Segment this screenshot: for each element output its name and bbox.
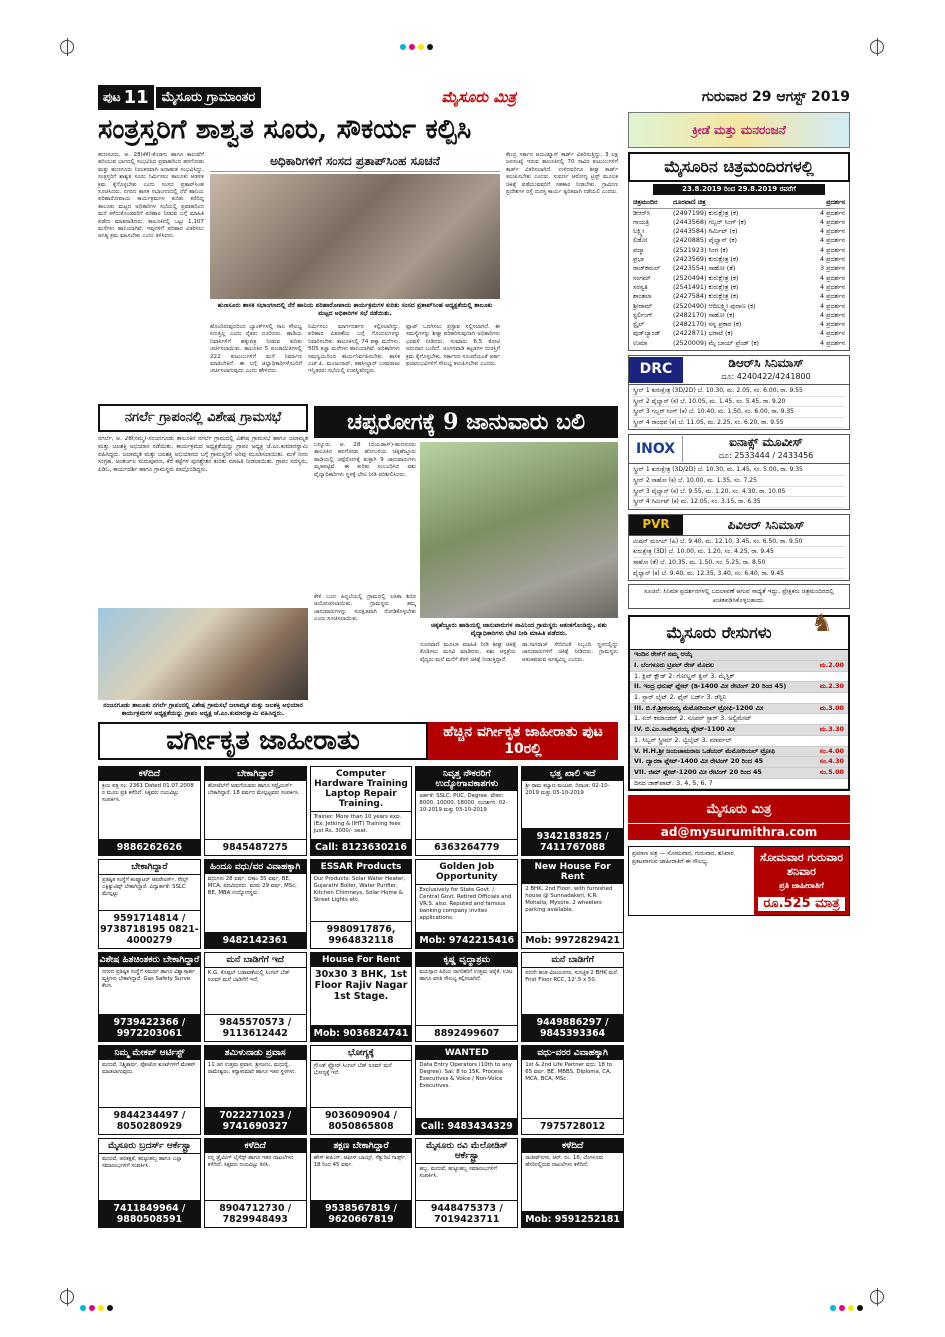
- classified-ad: [521, 859, 624, 949]
- classified-ad: [98, 1045, 201, 1135]
- story2-headline: ನಗರ್ಲೆ ಗ್ರಾಪಂನಲ್ಲಿ ವಿಶೇಷ ಗ್ರಾಮಸಭೆ: [98, 404, 308, 432]
- theatre-row: ಲಿಡೋ (2420885) ಪೈಲ್ವಾನ್ (ಕ) 4 ಪ್ರದರ್ಶನ: [633, 236, 845, 245]
- classified-ad: [415, 1138, 518, 1228]
- drc-showtime: ಸ್ಕ್ರೀನ್ 3 ಗಬ್ಬರ್ ಸಿಂಗ್ (ಕ) ಬೆ. 10.40, ಮ. 1.50, ಸಂ. 6.00, ರಾ. 9.35: [633, 407, 845, 418]
- pvr-cinemas: [628, 514, 850, 581]
- inox-logo: INOX: [629, 436, 683, 462]
- ad-body: ಪ್ರತಿಷ್ಠಿತ ಸಂಸ್ಥೆಗೆ ಕಂಪ್ಯೂಟರ್ ಆಪರೇಟರ್ಸ್, ಸೇಲ್ಸ್ ಎಕ್ಸಿಕ್ಯುಟಿವ್ಸ್ ಬೇಕಾಗಿದ್ದಾರೆ. ವಿದ್ಯಾರ್ಹತೆ: SSLC ಮೇಲ್ಪಟ್ಟು: [102, 877, 189, 897]
- race-jackpot: ದಿನದ ಜಾಕ್‌ಪಾಟ್: 3, 4, 5, 6, 7: [630, 779, 848, 790]
- ad-title: ಬೇಕಾಗಿದ್ದಾರೆ: [99, 860, 200, 875]
- inox-showtime: ಸ್ಕ್ರೀನ್ 2 ಸಾಹೋ (ಕ) ಬೆ. 10.00, ಮ. 1.35, ಸಂ. 7.25: [633, 476, 845, 487]
- classified-ad: [415, 859, 518, 949]
- ad-body: ಹೋಟೆಲ್‌ಗೆ ಅಡುಗೆಯವರು ಹಾಗೂ ಸಪ್ಲೈಯರ್ಸ್ ಬೇಕಾಗಿದ್ದಾರೆ. 18 ವರ್ಷದ ಮೇಲ್ಪಟ್ಟವರು ಸಂಪರ್ಕಿಸಿ.: [207, 783, 300, 796]
- masthead: ಮೈಸೂರು ಮಿತ್ರ: [441, 88, 517, 106]
- pvr-showtime: ಕುರುಕ್ಷೇತ್ರ (3D) ಬೆ. 10.00, ಮ. 1.20, ಸಂ. 4.25, ರಾ. 9.45: [633, 547, 845, 558]
- drc-name: ಡಿಆರ್‌ಸಿ ಸಿನಿಮಾಸ್: [728, 356, 804, 371]
- theatre-row: ಶ್ರೀರಾಮ್ (2520490) ಆದಿಲಕ್ಷ್ಮೀ ಪುರಾಣ (ಕ) 4 ಪ್ರದರ್ಶನ: [633, 301, 845, 310]
- ad-phone: 9739422366 / 9972203061: [99, 1014, 200, 1041]
- ad-body: Exclusively for State Govt. / Central Govt. Retired Officials and VR.S. also. Reputed and famous banking company invites applications.: [419, 887, 512, 921]
- classified-more: ಹೆಚ್ಚಿನ ವರ್ಗೀಕೃತ ಜಾಹೀರಾತು ಪುಟ 10ರಲ್ಲಿ: [428, 722, 618, 760]
- ad-body: ಅರ್ಹತೆ: SSLC, PUC, Degree. ವೇತನ: 8000, 10000, 18000. ಸಂದರ್ಶನ: 02-10-2019 ಮತ್ತು 03-10-2019: [419, 793, 508, 813]
- ad-phone: 9591714814 / 9738718195 0821-4000279: [99, 910, 200, 948]
- ad-title: New House For Rent: [522, 860, 623, 884]
- ad-phone: 9342183825 / 7411767088: [522, 828, 623, 855]
- classified-ad: [415, 1045, 518, 1135]
- story2-photo: [98, 608, 308, 700]
- classified-ad: [204, 859, 307, 949]
- horse-icon: ♞: [811, 609, 833, 638]
- ad-body: ವಯಸ್ಸಾದ ಹಿರಿಯ ನಾಗರಿಕರಿಗೆ ಉತ್ತಮ ಆರೈಕೆ, ಊಟ ಹಾಗೂ ವಸತಿ ಸೌಲಭ್ಯ ಕಲ್ಪಿಸಲಾಗಿದೆ.: [419, 969, 513, 982]
- lead-column-5: ಪ್ಲಾಟ್ ಒದಗಿಸಲು ಪ್ರಸ್ತಾವ ಸಲ್ಲಿಸಲಾಗಿದೆ. ಈ ಸಮಸ್ಯೆಗಳನ್ನು ಶೀಘ್ರ ಪರಿಹರಿಸುವುದಾಗಿ ಅಧಿಕಾರಿಗಳು ಭರವಸೆ ನೀಡಿದರು. ಸುಮಾರು 6.5 ಕೋಟಿ ಅನುದಾನ ಬಂದಿದೆ. ಅಂಗನವಾಡಿ ಕಟ್ಟಡಗಳ ದುರಸ್ತಿಗೆ ಕ್ರಮ ಕೈಗೊಳ್ಳಬೇಕು. ಸರ್ಕಾರದ ಸೂಚನೆಯಂತೆ ಅರ್ಹ ಫಲಾನುಭವಿಗಳಿಗೆ ಸೌಲಭ್ಯ ತಲುಪಿಸಬೇಕು ಎಂದರು.: [406, 324, 500, 368]
- race-row: II. ಇಂದ್ರ ಧನುಷ್ ಪ್ಲೇಟ್ (ಡಿ-1400 ಮೀ ರೇಟಿಂಗ್ 20 ರಿಂದ 45) ಮ.2.30: [630, 682, 848, 693]
- race-row: 1. ಕ್ಲಿಪ್ ಕ್ಲೌಡ್ 2. ಗೋಲ್ಡನ್ ಕ್ವಿನ್ 3. ಮೈಸ್ಟಿಕ್: [630, 672, 848, 683]
- lead-column-4: ನಿರ್ಮಿಸಲು ಮಾರ್ಗದರ್ಶನ ಕಲ್ಪಿಸಲಾಗಿದ್ದು, ಪರಿಹಾರ ವಿತರಣೆಯ ಬಗ್ಗೆ ಗೊಂದಲಗಳನ್ನು ನಿವಾರಿಸಬೇಕು. ತಾಲೂಕಿನಲ್ಲಿ 74 ಪಕ್ಕಾ ಮನೆಗಳು, 505 ಕಚ್ಚಾ ಮನೆಗಳು ಹಾನಿಯಾಗಿವೆ. ಅಧಿಕಾರಿಗಳು ಸಮನ್ವಯದಿಂದ ಕಾರ್ಯನಿರ್ವಹಿಸಬೇಕು. ಶಾಸಕ ಎಚ್.ಪಿ. ಮಂಜುನಾಥ್, ತಹಸೀಲ್ದಾರ್ ಬಸವರಾಜು ಇನ್ನಿತರರು ಸಭೆಯಲ್ಲಿ ಉಪಸ್ಥಿತರಿದ್ದರು.: [308, 324, 400, 375]
- drc-showtime: ಸ್ಕ್ರೀನ್ 4 ರಾಂಧವ (ಕ) ಬೆ. 11.05, ಮ. 2.25, ಸಂ. 6.20, ರಾ. 9.55: [633, 418, 845, 429]
- color-bar: [80, 1305, 113, 1311]
- classified-ad: [98, 952, 201, 1042]
- story2-body: ನಗರ್ಲೆ, ಆ. 28(ನಮ್ಮ)-ನಂಜನಗೂಡು ತಾಲೂಕಿನ ನಗರ್ಲೆ ಗ್ರಾಮದಲ್ಲಿ ವಿಶೇಷ ಗ್ರಾಮಸಭೆ ಹಾಗೂ ಜಲಾಮೃತ ಮತ್ತು ಜಲಶಕ್ತಿ ಅಭಿಯಾನ ನಡೆಯಿತು. ಕಾರ್ಯಕ್ರಮದ ಅಧ್ಯಕ್ಷತೆಯನ್ನು ಗ್ರಾಪಂ ಅಧ್ಯಕ್ಷ ಜೆ.ಎಂ.ಕುಮಾರಸ್ವಾಮಿ ವಹಿಸಿದ್ದರು. ಜಲಾಮೃತ ಮತ್ತು ಜಲಶಕ್ತಿ ಅಭಿಯಾನದ ಬಗ್ಗೆ ಗ್ರಾಮಸ್ಥರಿಗೆ ಅರಿವು ಮೂಡಿಸಲಾಯಿತು. ಮಳೆ ನೀರು ಸಂಗ್ರಹ, ಅಂತರ್ಜಲ ಮರುಪೂರಣ, ಕೆರೆ ಕಟ್ಟೆಗಳ ಪುನಶ್ಚೇತನ ಕುರಿತು ಮಾಹಿತಿ ನೀಡಲಾಯಿತು. ಗ್ರಾಪಂ ಸದಸ್ಯರು, ಪಿಡಿಓ, ಕಾರ್ಯದರ್ಶಿ ಹಾಗೂ ಗ್ರಾಮಸ್ಥರು ಪಾಲ್ಗೊಂಡಿದ್ದರು.: [98, 436, 308, 474]
- ad-title: ಮೈಸೂರು ರವಿ ಮೆಲೋಡಿಸ್ ಆರ್ಕೆಸ್ಟ್ರಾ: [416, 1139, 517, 1164]
- registration-mark: [60, 1290, 74, 1304]
- ad-body: K.G. ಕೊಪ್ಪಲ್ ಬಡಾವಣೆಯಲ್ಲಿ ಸಿಂಗಲ್ ಬೆಡ್ ರೂಮ್ ಮನೆ ಬಾಡಿಗೆಗೆ ಇದೆ.: [207, 970, 290, 983]
- race-rows: [630, 661, 848, 779]
- race-row: 1. ಸ್ಟಾರ್ ಲೈಟ್ 2. ಫೈರ್ ಬರ್ಡ್ 3. ಡೆಸ್ಟಿನಿ: [630, 693, 848, 704]
- registration-mark: [870, 40, 884, 54]
- classified-ad: [310, 766, 413, 856]
- theatre-row: ಗಾಯತ್ರಿ (2443568) ಗಬ್ಬರ್ ಸಿಂಗ್ (ಕ) 4 ಪ್ರದರ್ಶನ: [633, 217, 845, 226]
- classified-ad: [98, 859, 201, 949]
- story3-body-4: ಡಾ.ನಾಗರಾಜ್ ಸೇರಿದಂತೆ ಸಿಬ್ಬಂದಿ ಸ್ಥಳದಲ್ಲಿದ್ದು ಜಾನುವಾರುಗಳಿಗೆ ಚಿಕಿತ್ಸೆ ನೀಡಿದರು. ಗ್ರಾಮಸ್ಥರು ಆತಂಕಪಡುವ ಅಗತ್ಯವಿಲ್ಲ ಎಂದರು.: [522, 642, 618, 663]
- drc-showtime: ಸ್ಕ್ರೀನ್ 1 ಕುರುಕ್ಷೇತ್ರ (3D/2D) ಬೆ. 10.30, ಮ. 2.05, ಸಂ. 6.00, ರಾ. 9.55: [633, 386, 845, 397]
- race-row: 1. ಸಿಲ್ವರ್ ಸ್ಟ್ರೀಮ್ 2. ಟ್ವಿಲೈಟ್ 3. ಮಾರ್ವಲ್: [630, 736, 848, 747]
- race-subtitle: ಇಂದಿನ ರೇಸ್‌ಗೆ ನಮ್ಮ ಆಯ್ಕೆ: [630, 650, 848, 661]
- classified-ad: [521, 1045, 624, 1135]
- lead-photo: [210, 174, 500, 299]
- ad-promo: [628, 846, 850, 916]
- inox-showtime: ಸ್ಕ್ರೀನ್ 4 ಗಿರ್ಮಿಟ್ (ಕ) ಮ. 12.05, ಸಂ. 3.15, ರಾ. 6.35: [633, 497, 845, 508]
- theatre-row: ರಾಜ್‌ಕಮಲ್ (2423554) ಸಾಹೋ (ತೆ) 3 ಪ್ರದರ್ಶನ: [633, 264, 845, 273]
- drc-logo: DRC: [629, 357, 683, 383]
- promo-price: ರೂ.525 ಮಾತ್ರ: [758, 897, 845, 911]
- drc-cinemas: [628, 355, 850, 430]
- inox-showtimes: [629, 464, 849, 508]
- ad-phone: Mob: 9742215416: [416, 932, 517, 948]
- classified-ad: [98, 766, 201, 856]
- race-row: I. ಬೆಂಗಳೂರು ಟ್ರಿಪಲ್ ರೇಸ್ ಮೊದಲ ಮ.2.00: [630, 661, 848, 672]
- ad-body: ನನ್ನ ಡ್ರೈವಿಂಗ್ ಲೈಸೆನ್ಸ್ ಹಾಗೂ ಇತರ ದಾಖಲೆಗಳು ಕಳೆದಿದೆ. ಸಿಕ್ಕವರು ದಯವಿಟ್ಟು ತಿಳಿಸಿ.: [207, 1155, 294, 1168]
- inox-showtime: ಸ್ಕ್ರೀನ್ 1 ಕುರುಕ್ಷೇತ್ರ (3D/2D) ಬೆ. 10.30, ಮ. 1.45, ಸಂ. 5.00, ರಾ. 9.35: [633, 465, 845, 476]
- page-number: ಪುಟ 11: [98, 85, 154, 110]
- inox-phone: ದೂ: 2533444 / 2433456: [718, 451, 814, 461]
- race-row: VI. ದ್ವಾರಕಾ ಪ್ಲೇಟ್-1400 ಮೀ ರೇಟಿಂಗ್ 20 ರಿಂದ 45 ಸಂ.4.30: [630, 757, 848, 768]
- ad-title: ತಕ್ಷಣ ಬೇಕಾಗಿದ್ದಾರೆ: [311, 1139, 412, 1153]
- cinema-note: ಸೂಚನೆ: ಸಿನಿಮಾ ಪ್ರದರ್ಶನಗಳಲ್ಲಿ ಬದಲಾವಣೆ ಆಗುವ ಸಾಧ್ಯತೆ ಇದ್ದು, ಪ್ರೇಕ್ಷಕರು ಚಿತ್ರಮಂದಿರದಲ್ಲಿ ಖಚಿತಪಡಿಸಿಕೊಳ್ಳಬಹುದು.: [628, 584, 850, 609]
- theatre-row: ಡಿಆರ್‌ಸಿ (2497199) ಕುರುಕ್ಷೇತ್ರ (ಕ) 4 ಪ್ರದರ್ಶನ: [633, 208, 845, 217]
- classified-ad: [310, 1045, 413, 1135]
- registration-mark: [60, 40, 74, 54]
- pvr-showtime: ಪೈಲ್ವಾನ್ (ಕ) ಬೆ. 9.40, ಮ. 12.35, 3.40, ಸಂ. 6.40, ರಾ. 9.45: [633, 569, 845, 580]
- ad-title: ತಮಿಳುನಾಡು ಪ್ರವಾಸ: [205, 1046, 306, 1060]
- theatre-row: ಪದ್ಮಾ (2521923) ಸಿಂಗ (ಕ) 4 ಪ್ರದರ್ಶನ: [633, 245, 845, 254]
- drc-header: [629, 356, 849, 385]
- ad-phone: 9449886297 / 9845393364: [522, 1014, 623, 1041]
- entertainment-column: [628, 112, 850, 916]
- ad-body: 1st & 2nd Life Partner ವಧು: 18 to 65 ವರ್ಷ. BE, MBBS, Diploma, CA, MCA, BCA, MSc.: [525, 1062, 613, 1082]
- newspaper-page: [98, 86, 850, 1256]
- ad-title: ವಿಶೇಷ ಹಿತಚಿಂತಕರು ಬೇಕಾಗಿದ್ದಾರೆ: [99, 955, 200, 965]
- ad-title: WANTED: [416, 1046, 517, 1060]
- classified-ad: [415, 952, 518, 1042]
- ad-body: Data Entry Operators (10th to any Degree). Sal: 8 to 15K. Process Executives & Voice / Non-Voice Executives.: [419, 1062, 512, 1089]
- story3-headline: ಚಪ್ಪರೋಗಕ್ಕೆ 9 ಜಾನುವಾರು ಬಲಿ: [314, 406, 618, 438]
- ad-title: ಹಿಂದೂ ವಧು/ವರ ವಿವಾಹಕ್ಕಾಗಿ: [205, 860, 306, 874]
- ad-body: ಕ್ರಯ ಪತ್ರ ನಂ: 2361 Dated 01.07.2008 ರ ಮೂಲ ಪ್ರತಿ ಕಳೆದಿದೆ. ಸಿಕ್ಕವರು ದಯವಿಟ್ಟು ಸಂಪರ್ಕಿಸಿ.: [102, 783, 194, 803]
- classified-ad: [521, 766, 624, 856]
- ad-phone: Mob: 9036824741: [311, 1025, 412, 1041]
- ad-title: ಮೈಸೂರು ಬ್ರದರ್ಸ್ ಆರ್ಕೆಸ್ಟ್ರಾ: [99, 1139, 200, 1154]
- schedule-dates: 23.8.2019 ರಿಂದ 29.8.2019 ರವರೆಗೆ: [653, 184, 825, 195]
- ad-phone: 7975728012: [522, 1118, 623, 1134]
- ad-body: 11 ಜಿನ ಉತ್ತಮ ಪ್ರವಾಸ. ಶ್ರೀರಂಗಂ, ಮಧುರೈ, ರಾಮೇಶ್ವರಂ, ಕನ್ಯಾಕುಮಾರಿ ಹಾಗೂ ಇತರ ಸ್ಥಳಗಳು.: [207, 1062, 297, 1075]
- race-row: 1. ಏರ್ ಕಮಾಂಡರ್ 2. ಸೂಪರ್ ಸ್ಟಾರ್ 3. ಅಲ್ಟಿಮೇಟ್: [630, 714, 848, 725]
- lead-column-1: ಹುಣಸೂರು, ಆ. 28(ಕೆಕೆ)-ಕೊಡಗು ಹಾಗೂ ಕಾಲುವೆಗೆ ಹರಿಯುವ ಭಾಗದಲ್ಲಿ ಸಂಭವಿಸಿದ ಪ್ರವಾಹದಿಂದ ಹನಗೋಡು ಮತ್ತು ಹುಣಸೂರು ನಿರಂತರವಾಗಿ ಅನಾಹುತ ಸಂಭವಿಸಿದ್ದು, ಸಂತ್ರಸ್ತರಿಗೆ ಶಾಶ್ವತ ಸೂರು ನಿರ್ಮಿಸಲು ತಾಲೂಕು ಆಡಳಿತ ಕ್ರಮ ಕೈಗೊಳ್ಳಬೇಕು ಎಂದು ಸಂಸದ ಪ್ರತಾಪ್‌ಸಿಂಹ ಸೂಚಿಸಿದರು. ನಗರದ ಶಾಸಕ ಸಭಾಂಗಣದಲ್ಲಿ ನೆರೆ ಹಾನಿಯ ಪರಿಹಾರೋಪಾಯ ಕಾರ್ಯಕ್ರಮಗಳ ಕುರಿತು ಕರೆದಿದ್ದ ತಾಲೂಕು ಮಟ್ಟದ ಅಧಿಕಾರಿಗಳ ಸಭೆಯಲ್ಲಿ ಪ್ರವಾಹದಿಂದ ಮನೆ ಕಳೆದುಕೊಂಡವರಿಗೆ ಪರಿಹಾರ ನೀಡುವ ಬಗ್ಗೆ ಮಾಹಿತಿ ಪಡೆದು ಮಾತನಾಡಿದರು. ತಾಲೂಕಿನಲ್ಲಿ ಒಟ್ಟು 1,107 ಮನೆಗಳು ಹಾನಿಯಾಗಿವೆ. ಇವುಗಳಿಗೆ ಪರಿಹಾರ ವಿತರಿಸಲು ಅಗತ್ಯ ಕ್ರಮ ವಹಿಸಬೇಕು ಎಂದು ತಿಳಿಸಿದರು.: [98, 152, 204, 240]
- classified-ad: [521, 952, 624, 1042]
- ad-body: ನಗರದ ಪ್ರತಿಷ್ಠಿತ ಸಂಸ್ಥೆಗೆ ಸಮರ್ಥ ಹಾಗೂ ವಿಶ್ವಾಸಾರ್ಹ ವ್ಯಕ್ತಿಗಳು ಬೇಕಾಗಿದ್ದಾರೆ. Gas Safety Surve ಕೆಲಸ.: [102, 969, 195, 989]
- ad-phone: Call: 8123630216: [311, 839, 412, 855]
- drc-showtime: ಸ್ಕ್ರೀನ್ 2 ಪೈಲ್ವಾನ್ (ಕ) ಬೆ. 10.05, ಮ. 1.45, ಸಂ. 5.45, ರಾ. 9.20: [633, 397, 845, 408]
- theatre-row: ಸರಸ್ವತಿ (2541491) ಕುರುಕ್ಷೇತ್ರ (ಕ) 4 ಪ್ರದರ್ಶನ: [633, 282, 845, 291]
- ad-email[interactable]: ad@mysurumithra.com: [628, 824, 850, 840]
- ad-body: 30x30 3 BHK, 1st Floor Rajiv Nagar 1st Stage.: [314, 969, 408, 1002]
- ad-title: Golden Job Opportunity: [416, 860, 517, 885]
- promo-box: [754, 847, 849, 915]
- pvr-logo: PVR: [629, 515, 683, 535]
- inox-cinemas: [628, 434, 850, 509]
- ad-body: 2 BHK, 2nd Floor, with furnished house @ Sunnadakeri, K.R. Mohalla, Mysore. 2 wheelers parking available.: [525, 886, 613, 913]
- schedule-header: ಚಿತ್ರಮಂದಿರ ದೂರವಾಣಿ ಚಿತ್ರ ಪ್ರದರ್ಶನ: [633, 198, 845, 208]
- ad-title: ಕಳೆದಿದೆ: [99, 767, 200, 781]
- ad-phone: 8892499607: [416, 1025, 517, 1041]
- pvr-showtime: ಸಾಹೋ (ತೆ) ಬೆ. 10.35, ಮ. 1.50, ಸಂ. 5.25, ರಾ. 8.50: [633, 558, 845, 569]
- race-card: [628, 609, 850, 791]
- section-title: ಮೈಸೂರು ಗ್ರಾಮಾಂತರ: [156, 87, 262, 108]
- ad-body: ಮದುವೆ, ನಿಶ್ಚಿತಾರ್ಥ, ಫೋಟೋ ಶೂಟ್‌ಗಳಿಗೆ ಮೇಕಪ್ ಮಾಡಲಾಗುವುದು.: [102, 1062, 196, 1075]
- ad-phone: 9845570573 / 9113612442: [205, 1014, 306, 1041]
- promo-days: ಸೋಮವಾರ ಗುರುವಾರ ಶನಿವಾರ: [759, 851, 844, 879]
- color-bar: [830, 1305, 863, 1311]
- ad-phone: 7411849964 / 9880508591: [99, 1200, 200, 1227]
- promo-text: ಪ್ರಮಾಣ ಪತ್ರ — ಸೋಮವಾರ, ಗುರುವಾರ, ಶನಿವಾರ ಪ್ರಕಟವಾಗುವ ಜಾಹೀರಾತಿಗೆ ಈ ಸೌಲಭ್ಯ.: [632, 850, 734, 866]
- issue-date: ಗುರುವಾರ 29 ಆಗಸ್ಟ್ 2019: [701, 89, 850, 105]
- ad-title: ಕೃಷ್ಣ ವೃದ್ಧಾಶ್ರಮ: [416, 953, 517, 967]
- classified-ad: [204, 1045, 307, 1135]
- ad-body: ರಾಜೀವ್‌ನಗರ, ಆರ್. ನಂ. 16, ಬೆಂಗಳೂರು ಹೆಸರಿನಲ್ಲಿರುವ ದಾಖಲೆಗಳು ಕಳೆದಿದೆ.: [525, 1155, 604, 1168]
- ad-phone: 9886262626: [99, 839, 200, 855]
- ad-title: Computer Hardware Training Laptop Repair Training.: [311, 767, 412, 812]
- theatre-row: ವುಡ್‌ಲ್ಯಾಂಡ್ (2422871) ಭರಾಟೆ (ಕ) 4 ಪ್ರದರ್ಶನ: [633, 329, 845, 338]
- drc-showtimes: [629, 385, 849, 429]
- lead-headline: ಸಂತ್ರಸ್ತರಿಗೆ ಶಾಶ್ವತ ಸೂರು, ಸೌಕರ್ಯ ಕಲ್ಪಿಸಿ: [98, 114, 472, 145]
- color-bar: [400, 44, 433, 50]
- entertainment-banner: ಕ್ರೀಡೆ ಮತ್ತು ಮನರಂಜನೆ: [628, 112, 850, 148]
- lead-caption: ಹುಣಸೂರು ಶಾಸಕ ಸಭಾಂಗಣದಲ್ಲಿ ನೆರೆ ಹಾನಿಯ ಪರಿಹಾರೋಪಾಯ ಕಾರ್ಯಕ್ರಮಗಳ ಕುರಿತು ಸಂಸದ ಪ್ರತಾಪ್‌ಸಿಂಹ ಅಧ್ಯಕ್ಷತೆಯಲ್ಲಿ ತಾಲೂಕು ಮಟ್ಟದ ಅಧಿಕಾರಿಗಳ ಸಭೆ ನಡೆಯಿತು.: [217, 302, 493, 317]
- theatre-row: ಸ್ಟೈಲ್ (2482170) ನನ್ನ ಪ್ರಕಾರ (ಕ) 4 ಪ್ರದರ್ಶನ: [633, 320, 845, 329]
- race-row: III. ಬಿ.ಕೆ.ಶ್ರೀಕಂಠಯ್ಯ ಮೆಮೋರಿಯಲ್ ಟ್ರೋಫಿ-1200 ಮೀ ಮ.3.00: [630, 704, 848, 715]
- ad-body: Trainer: More than 10 years exp. (Ex: Jetking & IIHT) Training fees just Rs. 3000/- seat.: [313, 814, 402, 834]
- theatre-row: ಲಕ್ಷ್ಮೀ (2443584) ಗಿರ್ಮಿಟ್ (ಕ) 4 ಪ್ರದರ್ಶನ: [633, 227, 845, 236]
- theatre-row: ಪ್ರಭಾ (2423569) ಕುರುಕ್ಷೇತ್ರ (ಕ) 4 ಪ್ರದರ್ಶನ: [633, 255, 845, 264]
- ad-phone: Call: 9483434329: [416, 1118, 517, 1134]
- ad-phone: 9844234497 / 8050280929: [99, 1107, 200, 1134]
- lead-column-3: ಹೊಂದಿರುವುದರಿಂದ ಬ್ಯಾಂಕ್‌ಗಳಲ್ಲಿ ಸಾಲ ಸೌಲಭ್ಯ ಸಿಗುತ್ತಿಲ್ಲ ಎಂದು ರೈತರು ದೂರಿದರು. ಹಾಡಿಯ ನಿವಾಸಿಗಳಿಗೆ ಹಕ್ಕುಪತ್ರ ನೀಡುವ ಕುರಿತು ಚರ್ಚಿಸಲಾಯಿತು. ತಾಲೂಕಿನ 5 ಪಂಚಾಯಿತಿಗಳಲ್ಲಿ 222 ಕುಟುಂಬಗಳಿಗೆ ಮನೆ ನಿರ್ಮಾಣ ಮಾಡಬೇಕಿದೆ. ಈ ಬಗ್ಗೆ ಜಿಲ್ಲಾಧಿಕಾರಿಗಳೊಂದಿಗೆ ಚರ್ಚಿಸಲಾಗುವುದು ಎಂದು ಹೇಳಿದರು.: [210, 324, 302, 375]
- story3-body-2: ಕೇಳಿ ಬಂದ ಹಿನ್ನಲೆಯಲ್ಲಿ ಗ್ರಾಮದಲ್ಲಿ ಲಸಿಕಾ ಶಿಬಿರ ಆಯೋಜಿಸಲಾಯಿತು. ಗ್ರಾಮಸ್ಥರು ತಮ್ಮ ಜಾನುವಾರುಗಳನ್ನು ಸುರಕ್ಷಿತವಾಗಿ ನೋಡಿಕೊಳ್ಳಬೇಕು ಎಂದು ಸೂಚಿಸಲಾಯಿತು.: [314, 594, 416, 623]
- ad-body: ಗ್ರೌಂಡ್ ಫ್ಲೋರ್ ಸಿಂಗಲ್ ಬೆಡ್ ರೂಮ್ ಮನೆ ಭೋಗ್ಯಕ್ಕೆ ಇದೆ.: [313, 1063, 392, 1076]
- ad-body: ಹೌಸ್ ಕೀಪಿಂಗ್, ಆಫೀಸ್ ಬಾಯ್ಸ್, ಸೆಕ್ಯುರಿಟಿ ಗಾರ್ಡ್ಸ್. 18 ರಿಂದ 45 ವರ್ಷ.: [313, 1155, 407, 1168]
- ad-title: ವಧು-ವರರ ವಿವಾಹಕ್ಕಾಗಿ: [522, 1046, 623, 1060]
- classified-ad: [310, 952, 413, 1042]
- ad-title: ಮನೆ ಬಾಡಿಗೆಗೆ: [522, 953, 623, 968]
- inox-name: ಐನಾಕ್ಸ್ ಮೂವೀಸ್: [729, 435, 803, 450]
- ad-body: Our Products: Solar Water Heater, Gujarathi Boiler, Water Purifier, Kitchen Chimneys, Solar Home & Street Lights etc.: [313, 876, 406, 903]
- story3-body-3: ದೂರವಾಣಿ ಮೂಲಕ ಮಾಹಿತಿ ನೀಡಿ ಶೀಘ್ರ ಚಿಕಿತ್ಸೆ ಕೊಡಿಸಲು ಮನವಿ ಮಾಡಿದರು. ಪಶು ಆಸ್ಪತ್ರೆಯ ವೈದ್ಯರು ಮನೆ ಮನೆಗೆ ತೆರಳಿ ಚಿಕಿತ್ಸೆ ನೀಡುತ್ತಿದ್ದಾರೆ.: [420, 642, 516, 663]
- paper-logo: ಮೈಸೂರು ಮಿತ್ರ: [628, 795, 850, 823]
- classified-ad: [98, 1138, 201, 1228]
- story3-caption: ಚಿಕ್ಕಹೆಜ್ಜೂರು ಹಾಡಿಯಲ್ಲಿ ಜಾನುವಾರುಗಳ ಸಾವಿನಿಂದ ಗ್ರಾಮಸ್ಥರು ಆತಂಕಗೊಂಡಿದ್ದು, ಪಶು ವೈದ್ಯಾಧಿಕಾರಿಗಳು ಭೇಟಿ ನೀಡಿ ಮಾಹಿತಿ ಪಡೆದರು.: [430, 622, 608, 637]
- drc-phone: ದೂ: 4240422/4241800: [721, 372, 811, 382]
- ad-title: ನಿವೃತ್ತ ನೌಕರರಿಗೆ ಉದ್ಯೋಗಾವಕಾಶಗಳು: [416, 767, 517, 791]
- ad-title: ಕಳೆದಿದೆ: [205, 1139, 306, 1153]
- lead-column-2: ಕೇಂದ್ರ ಸರ್ಕಾರ ಆಯುಷ್ಮಾನ್ ಕಾರ್ಡ್ ವಿತರಿಸುತ್ತಿದ್ದು, 3 ಲಕ್ಷ ಜನಸಂಖ್ಯೆ ಇರುವ ತಾಲೂಕಿನಲ್ಲಿ 70 ಸಾವಿರ ಕುಟುಂಬಗಳಿಗೆ ಕಾರ್ಡ್ ವಿತರಿಸಲಾಗಿದೆ. ಉಳಿದವರಿಗೂ ಶೀಘ್ರ ಕಾರ್ಡ್ ತಲುಪಿಸಬೇಕು ಎಂದರು. ಸುವರ್ಣ ಆರೋಗ್ಯ ಟ್ರಸ್ಟ್ ಮೂಲಕ ಚಿಕಿತ್ಸೆ ಪಡೆಯುವವರಿಗೆ ಸಹಕಾರ ನೀಡಬೇಕು. ಗ್ರಾಮೀಣ ಪ್ರದೇಶಗಳ ರಸ್ತೆ ದುರಸ್ತಿ ಕಾರ್ಯ ತ್ವರಿತವಾಗಿ ನಡೆಯಲಿ ಎಂದರು.: [506, 152, 618, 196]
- registration-mark: [870, 1290, 884, 1304]
- story3-body-1: ಬನ್ನೂರು, ಆ. 28 (ಬಿಯಡಾಸ್)-ಹುಣಸೂರು ತಾಲೂಕಿನ ಹನಗೋಡು ಹೋಬಳಿಯ ಚಿಕ್ಕಹೆಜ್ಜೂರು ಹಾಡಿಯಲ್ಲಿ ಚಪ್ಪೆರೋಗಕ್ಕೆ ತುತ್ತಾಗಿ 9 ಜಾನುವಾರುಗಳು ಮೃತಪಟ್ಟಿವೆ. ಈ ಕುರಿತು ಸಂಬಂಧಿಸಿದ ಪಶು ವೈದ್ಯಾಧಿಕಾರಿಗಳು ಸ್ಥಳಕ್ಕೆ ಭೇಟಿ ನೀಡಿ ಪರಿಶೀಲಿಸಿದರು.: [314, 442, 416, 478]
- ad-body: ಹಬ್ಬ, ಮದುವೆ, ಹುಟ್ಟುಹಬ್ಬ ಸಮಾರಂಭಗಳಿಗೆ ಸಂಪರ್ಕಿಸಿ.: [419, 1166, 497, 1179]
- ad-phone: 6363264779: [416, 839, 517, 855]
- theatre-row: ಸ್ಟರ್ಲಿಂಗ್ (2482170) ಸಾಹೋ (ಕ) 4 ಪ್ರದರ್ಶನ: [633, 310, 845, 319]
- race-title: ಮೈಸೂರು ರೇಸುಗಳು: [666, 623, 772, 643]
- classified-grid: [98, 766, 624, 1256]
- ad-phone: 7022271023 / 9741690327: [205, 1107, 306, 1134]
- story2-caption: ನಂಜನಗೂಡು ತಾಲೂಕು ನಗರ್ಲೆ ಗ್ರಾಪಂನಲ್ಲಿ ವಿಶೇಷ ಗ್ರಾಮಸಭೆ ಜಲಾಮೃತ ಮತ್ತು ಜಲಶಕ್ತಿ ಅಭಿಯಾನ ಕಾರ್ಯಕ್ರಮಗಳ ಅಧ್ಯಕ್ಷತೆಯನ್ನು ಗ್ರಾಪಂ ಅಧ್ಯಕ್ಷ ಜೆ.ಎಂ.ಕುಮಾರಸ್ವಾಮಿ ವಹಿಸಿದ್ದರು.: [103, 702, 303, 717]
- story3-photo: [420, 442, 618, 618]
- classified-ad: [204, 766, 307, 856]
- ad-title: ಕಳೆದಿದೆ: [522, 1139, 623, 1153]
- theatre-row: ಶಾಂತಲಾ (2427584) ಕುರುಕ್ಷೇತ್ರ (ಕ) 4 ಪ್ರದರ್ಶನ: [633, 292, 845, 301]
- promo-label: ಪ್ರತಿ ಜಾಹೀರಾತಿಗೆ: [779, 881, 824, 891]
- inox-showtime: ಸ್ಕ್ರೀನ್ 3 ಪೈಲ್ವಾನ್ (ಕ) ಬೆ. 9.55, ಮ. 1.20, ಸಂ. 4.30, ರಾ. 10.05: [633, 487, 845, 498]
- race-row: VII. ಜಿಮ್ ಪ್ಲೇಟ್-1200 ಮೀ ರೇಟಿಂಗ್ 20 ರಿಂದ 45 ಸಂ.5.00: [630, 768, 848, 779]
- ad-phone: 9538567819 / 9620667819: [311, 1200, 412, 1227]
- classified-header: [98, 722, 618, 760]
- classified-ad: [310, 859, 413, 949]
- pvr-name: ಪಿವಿಆರ್ ಸಿನಿಮಾಸ್: [727, 517, 805, 532]
- ad-phone: 9036090904 / 8050865808: [311, 1107, 412, 1134]
- ad-phone: Mob: 9591252181: [522, 1211, 623, 1227]
- ad-title: ನಿಮ್ಮ ಮೇಕಪ್ ಆರ್ಟಿಸ್ಟ್: [99, 1046, 200, 1060]
- ad-phone: 9980917876, 9964832118: [311, 921, 412, 948]
- race-row: V. H.H.ಶ್ರೀ ಜಯಚಾಮರಾಜ ಒಡೆಯರ್ ಮೆಮೋರಿಯಲ್ ಟ್ರೋಫಿ ಸಂ.4.00: [630, 747, 848, 758]
- race-header: [630, 609, 848, 650]
- inox-header: [629, 435, 849, 464]
- ad-title: House For Rent: [311, 953, 412, 967]
- ad-phone: 9448475373 / 7019423711: [416, 1200, 517, 1227]
- ad-phone: 9482142361: [205, 932, 306, 948]
- ad-title: ಭೋಗ್ಯಕ್ಕೆ: [311, 1046, 412, 1061]
- ad-body: ಶ್ರೀ ರಾಮ ಕಲ್ಯಾಣ ಮಂಟಪ. ದಿನಾಂಕ: 02-10-2019 ಮತ್ತು 03-10-2019: [525, 783, 610, 796]
- page-header: [98, 86, 850, 108]
- lead-subhead: ಅಧಿಕಾರಿಗಳಿಗೆ ಸಂಸದ ಪ್ರತಾಪ್‌ಸಿಂಹ ಸೂಚನೆ: [210, 154, 500, 172]
- classified-ad: [415, 766, 518, 856]
- classified-ad: [204, 952, 307, 1042]
- ad-body: ಮದುವೆ, ಆರತಕ್ಷತೆ, ಹುಟ್ಟುಹಬ್ಬ ಹಾಗೂ ಎಲ್ಲಾ ಸಮಾರಂಭಗಳಿಗೆ ಸಂಪರ್ಕಿಸಿ.: [102, 1156, 183, 1169]
- schedule-rows: [633, 209, 845, 348]
- pvr-header: [629, 515, 849, 536]
- classified-ad: [310, 1138, 413, 1228]
- pvr-showtimes: [629, 536, 849, 580]
- ad-title: ಮನೆ ಬಾಡಿಗೆಗೆ ಇದೆ: [205, 953, 306, 968]
- ad-title: ಭತ್ತ ಖಾಲಿ ಇದೆ: [522, 767, 623, 781]
- ad-phone: 8904712730 / 7829948493: [205, 1200, 306, 1227]
- ad-phone: 9845487275: [205, 839, 306, 855]
- ad-title: ESSAR Products: [311, 860, 412, 874]
- ad-body: ವಧುಗಳು 28 ವರ್ಷ, ಬಿಕಾಂ 35 ವರ್ಷ, BE, MCA, ಪದವೀಧರರು. ವರರು 29 ವರ್ಷ, MSc, BE, MBA ಉದ್ಯೋಗಸ್ಥರು.: [207, 876, 297, 896]
- theatre-row: ಸಂಗಮ್ (2520494) ಕುರುಕ್ಷೇತ್ರ (ಕ) 4 ಪ್ರದರ್ಶನ: [633, 273, 845, 282]
- ad-title: ಬೇಕಾಗಿದ್ದಾರೆ: [205, 767, 306, 781]
- theatre-schedule: [628, 182, 850, 351]
- ad-body: ಐದನೇ ಹಂತ ವಿಜಯನಗರ, ಸುಸಜ್ಜಿತ 2 BHK ಮನೆ. Frist Floor RCC, 12'.5 x 50.: [525, 970, 619, 983]
- classified-title: ವರ್ಗೀಕೃತ ಜಾಹೀರಾತು: [98, 722, 428, 760]
- pvr-showtime: ಮಿಷನ್ ಮಂಗಲ್ (ಹಿ) ಬೆ. 9.40, ಮ. 12.10, 3.45, ಸಂ. 6.50, ರಾ. 9.50: [633, 537, 845, 548]
- classified-ad: [521, 1138, 624, 1228]
- theatres-title: ಮೈಸೂರಿನ ಚಿತ್ರಮಂದಿರಗಳಲ್ಲಿ: [628, 152, 850, 182]
- theatre-row: ಉಮಾ (2520009) ಮೈ ಬಾಯ್ ಪ್ರೆಂಡ್ (ಕ) 4 ಪ್ರದರ್ಶನ: [633, 338, 845, 347]
- ad-phone: Mob: 9972829421: [522, 932, 623, 948]
- classified-ad: [204, 1138, 307, 1228]
- race-row: IV. ಬಿ.ಎಂ.ಸಾವೇಶ್ವರಯ್ಯ ಪ್ಲೇಟ್-1100 ಮೀ ಮ.3.30: [630, 725, 848, 736]
